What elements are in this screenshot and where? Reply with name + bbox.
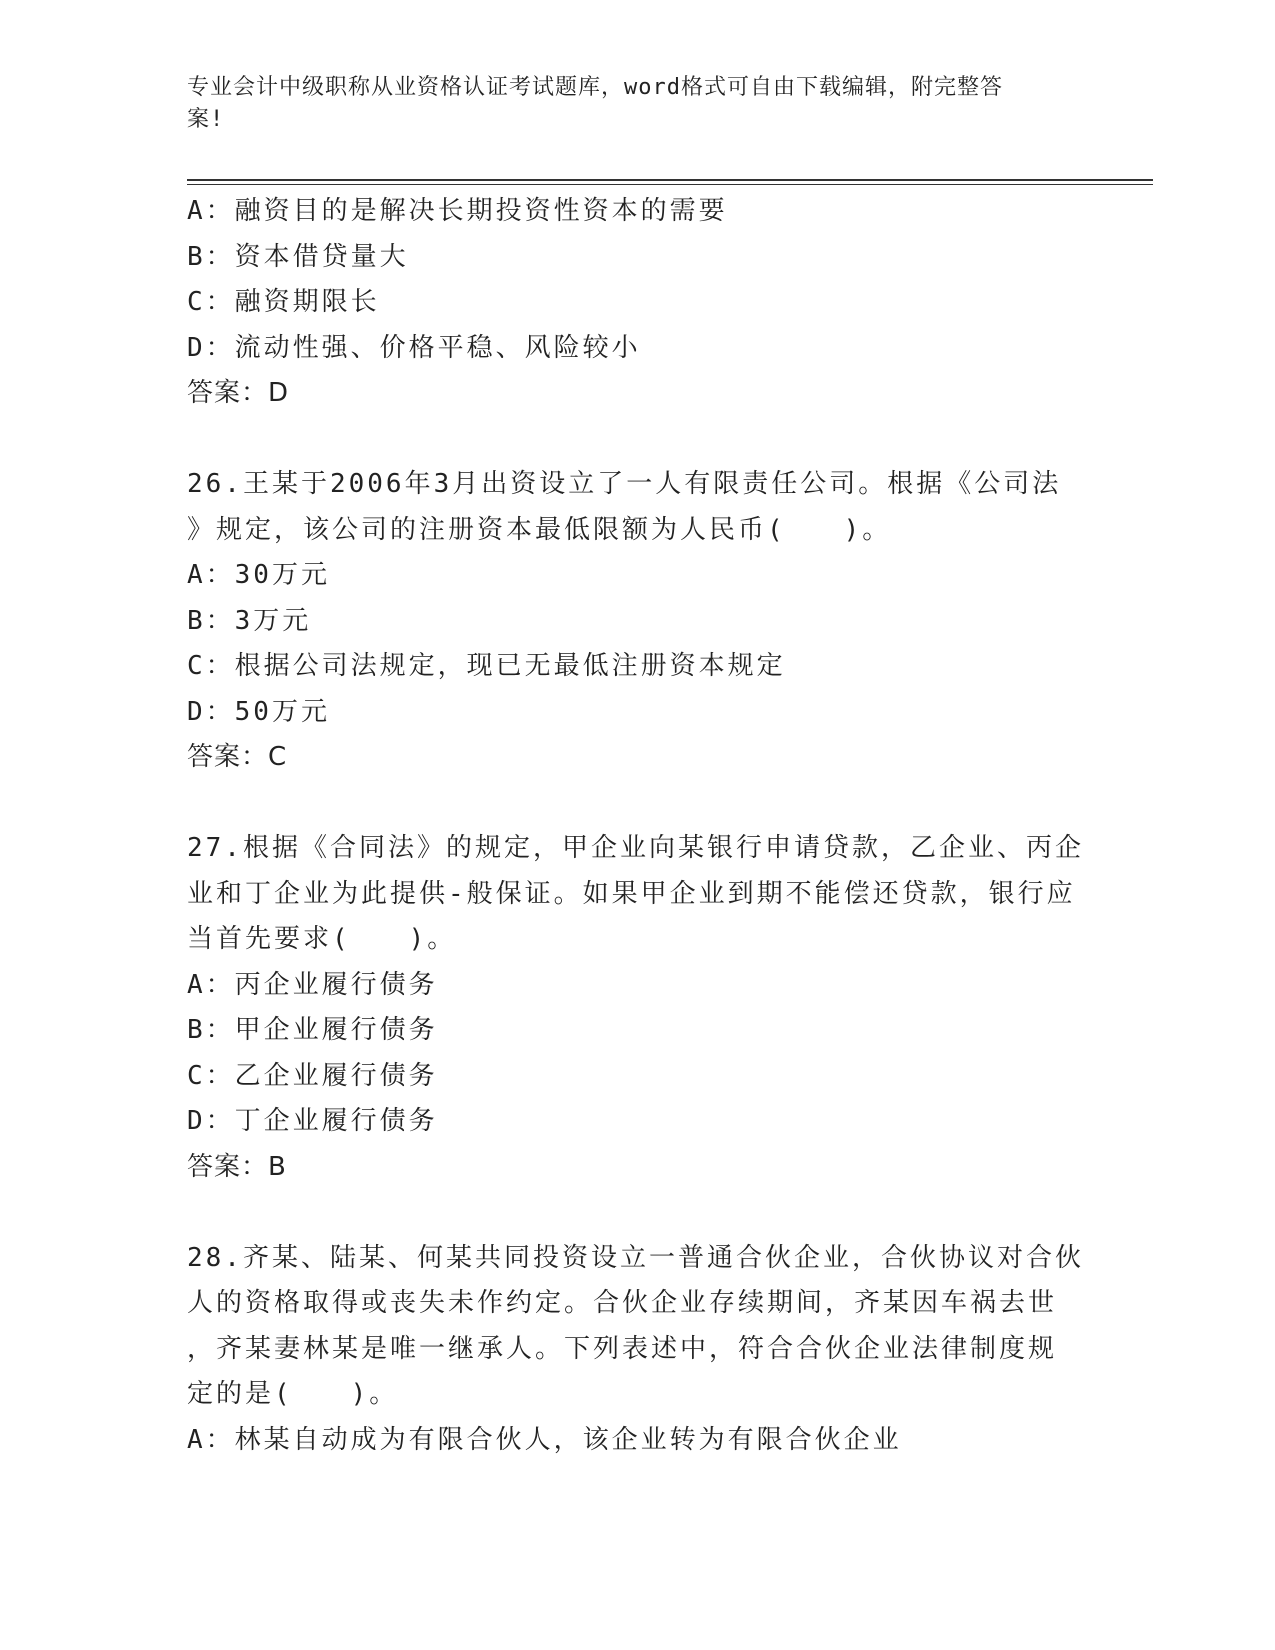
option-d: D：丁企业履行债务 [187, 1106, 438, 1136]
question-stem-line: 定的是( )。 [187, 1379, 399, 1409]
answer-value: C [268, 742, 288, 772]
answer-label: 答案： [187, 742, 269, 772]
option-c: C：根据公司法规定，现已无最低注册资本规定 [187, 651, 786, 681]
question-stem-line: 26.王某于2006年3月出资设立了一人有限责任公司。根据《公司法 [187, 469, 1062, 499]
question-spacer [187, 1190, 1087, 1236]
question-content [187, 189, 1087, 1463]
answer [187, 1145, 1087, 1191]
question-28 [187, 1236, 1087, 1464]
document-header [187, 72, 1067, 136]
option-b: B：甲企业履行债务 [187, 1015, 438, 1045]
option-a: A：融资目的是解决长期投资性资本的需要 [187, 196, 728, 226]
question-stem-line: 28.齐某、陆某、何某共同投资设立一普通合伙企业，合伙协议对合伙 [187, 1242, 1084, 1273]
option-a: A：林某自动成为有限合伙人，该企业转为有限合伙企业 [187, 1424, 902, 1455]
question-spacer [187, 417, 1087, 463]
option-d: D：50万元 [187, 696, 330, 727]
header-line-1: 专业会计中级职称从业资格认证考试题库，word格式可自由下载编辑，附完整答 [187, 75, 1003, 100]
header-divider-thin [187, 184, 1153, 185]
option-c: C：融资期限长 [187, 287, 380, 317]
question-27 [187, 826, 1087, 1190]
question-stem-line: ，齐某妻林某是唯一继承人。下列表述中，符合合伙企业法律制度规 [187, 1333, 1058, 1364]
header-line-2: 案! [187, 107, 225, 132]
question-stem-line: 当首先要求( )。 [187, 924, 457, 954]
question-25 [187, 189, 1087, 417]
option-a: A：30万元 [187, 560, 330, 590]
question-26 [187, 462, 1087, 781]
option-c: C：乙企业履行债务 [187, 1060, 438, 1091]
answer-value: B [268, 1151, 287, 1182]
option-b: B：3万元 [187, 605, 312, 636]
answer [187, 371, 1087, 417]
question-stem-line: 》规定，该公司的注册资本最低限额为人民币( )。 [187, 514, 892, 545]
option-a: A：丙企业履行债务 [187, 969, 438, 1000]
option-d: D：流动性强、价格平稳、风险较小 [187, 332, 641, 363]
question-stem-line: 27.根据《合同法》的规定，甲企业向某银行申请贷款，乙企业、丙企 [187, 833, 1084, 863]
answer [187, 735, 1087, 781]
header-divider-thick [187, 179, 1153, 181]
answer-label: 答案： [187, 1151, 269, 1182]
question-stem-line: 人的资格取得或丧失未作约定。合伙企业存续期间，齐某因车祸去世 [187, 1288, 1058, 1318]
answer-label: 答案： [187, 378, 269, 408]
answer-value: D [268, 378, 290, 408]
question-spacer [187, 781, 1087, 827]
option-b: B：资本借贷量大 [187, 241, 409, 272]
question-stem-line: 业和丁企业为此提供-般保证。如果甲企业到期不能偿还贷款，银行应 [187, 878, 1076, 909]
